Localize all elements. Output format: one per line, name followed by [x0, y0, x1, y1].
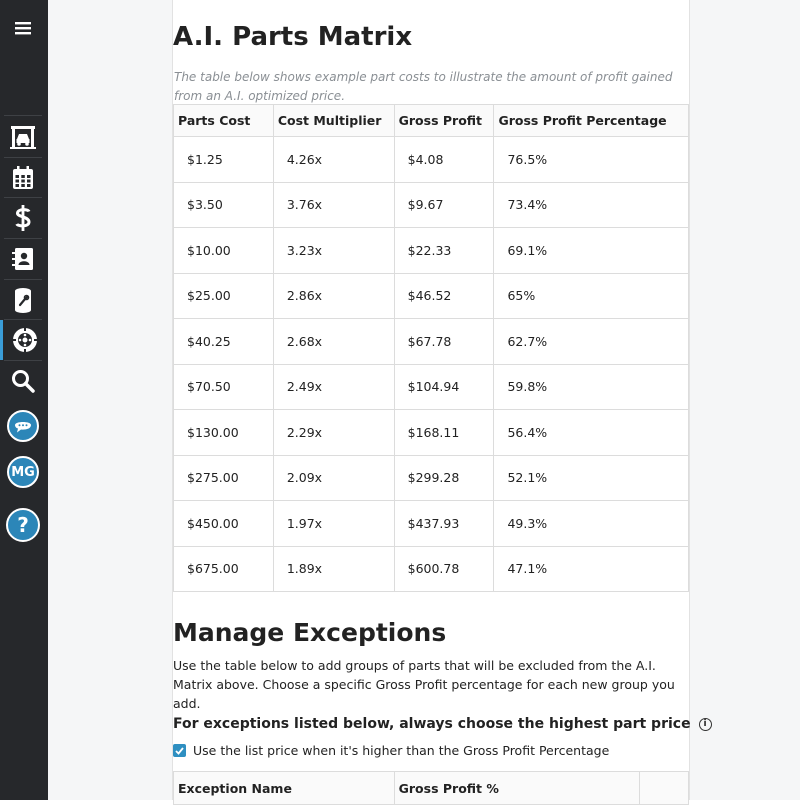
sidebar-item-pricing[interactable]	[0, 198, 46, 238]
info-circle-icon[interactable]: i	[699, 718, 712, 731]
parts-cost-cell: $1.25	[174, 137, 274, 183]
calendar-icon	[12, 166, 34, 190]
contact-book-icon	[12, 247, 34, 271]
exceptions-subheading	[173, 716, 712, 732]
table-row	[174, 182, 689, 228]
column-header: Cost Multiplier	[273, 105, 394, 137]
gross-profit-cell: $104.94	[394, 364, 494, 410]
sidebar-item-lift[interactable]	[0, 117, 46, 157]
table-row	[174, 455, 689, 501]
parts-cost-cell: $3.50	[174, 182, 274, 228]
column-header: Exception Name	[174, 772, 395, 805]
gross-profit-percentage-cell: 73.4%	[494, 182, 689, 228]
table-row	[174, 137, 689, 183]
gross-profit-percentage-cell: 65%	[494, 273, 689, 319]
gross-profit-percentage-cell: 62.7%	[494, 319, 689, 365]
cost-multiplier-cell: 4.26x	[273, 137, 394, 183]
table-row	[174, 364, 689, 410]
sidebar-item-contacts[interactable]	[0, 239, 46, 279]
gross-profit-cell: $437.93	[394, 501, 494, 547]
sidebar-item-calendar[interactable]	[0, 158, 46, 198]
table-row	[174, 410, 689, 456]
gross-profit-cell: $4.08	[394, 137, 494, 183]
parts-cost-cell: $70.50	[174, 364, 274, 410]
gross-profit-cell: $67.78	[394, 319, 494, 365]
parts-cost-cell: $10.00	[174, 228, 274, 274]
sidebar-item-search[interactable]	[0, 361, 46, 401]
tire-wheel-icon	[12, 327, 38, 353]
sidebar-item-parts[interactable]	[0, 280, 46, 320]
list-price-checkbox-label[interactable]: Use the list price when it's higher than the Gross Profit Percentage	[193, 743, 610, 758]
parts-matrix-table	[173, 104, 689, 592]
gross-profit-cell: $600.78	[394, 546, 494, 592]
exceptions-subheading-text: For exceptions listed below, always choose the highest part price	[173, 716, 691, 732]
dollar-icon	[15, 205, 31, 231]
list-price-option	[173, 743, 609, 758]
cost-multiplier-cell: 1.97x	[273, 501, 394, 547]
oil-can-wrench-icon	[13, 287, 33, 313]
gross-profit-cell: $22.33	[394, 228, 494, 274]
avatar: MG	[7, 456, 39, 488]
gross-profit-percentage-cell: 76.5%	[494, 137, 689, 183]
cost-multiplier-cell: 2.49x	[273, 364, 394, 410]
table-header-row	[174, 105, 689, 137]
table-row	[174, 546, 689, 592]
user-avatar-button[interactable]	[0, 451, 46, 493]
gross-profit-percentage-cell: 47.1%	[494, 546, 689, 592]
parts-cost-cell: $275.00	[174, 455, 274, 501]
page-margin-right	[690, 0, 800, 800]
gross-profit-cell: $9.67	[394, 182, 494, 228]
parts-cost-cell: $450.00	[174, 501, 274, 547]
sidebar	[0, 0, 48, 800]
column-header: Parts Cost	[174, 105, 274, 137]
exceptions-title: Manage Exceptions	[173, 618, 447, 647]
sidebar-item-matrix[interactable]	[0, 320, 46, 360]
car-lift-icon	[10, 125, 36, 149]
checkmark-icon	[175, 747, 184, 755]
gross-profit-percentage-cell: 56.4%	[494, 410, 689, 456]
help-question-icon: ?	[6, 508, 40, 542]
gross-profit-cell: $168.11	[394, 410, 494, 456]
table-row	[174, 319, 689, 365]
parts-cost-cell: $25.00	[174, 273, 274, 319]
column-header: Gross Profit	[394, 105, 494, 137]
gross-profit-percentage-cell: 49.3%	[494, 501, 689, 547]
cost-multiplier-cell: 2.86x	[273, 273, 394, 319]
chat-button[interactable]	[0, 405, 46, 447]
help-button[interactable]	[0, 504, 46, 546]
table-row	[174, 228, 689, 274]
gross-profit-percentage-cell: 69.1%	[494, 228, 689, 274]
menu-button[interactable]	[0, 8, 46, 48]
cost-multiplier-cell: 1.89x	[273, 546, 394, 592]
parts-cost-cell: $130.00	[174, 410, 274, 456]
search-icon	[11, 369, 35, 393]
gross-profit-percentage-cell: 59.8%	[494, 364, 689, 410]
page-margin-left	[48, 0, 172, 800]
hamburger-menu-icon	[15, 21, 31, 35]
parts-cost-cell: $40.25	[174, 319, 274, 365]
gross-profit-cell: $299.28	[394, 455, 494, 501]
page-title: A.I. Parts Matrix	[173, 22, 413, 52]
exceptions-description: Use the table below to add groups of parts that will be excluded from the A.I. Matrix above. Choose a specific Gross Profit percentage for each new group you add.	[173, 658, 675, 711]
table-row	[174, 273, 689, 319]
column-header: Gross Profit Percentage	[494, 105, 689, 137]
cost-multiplier-cell: 3.23x	[273, 228, 394, 274]
cost-multiplier-cell: 3.76x	[273, 182, 394, 228]
matrix-description: The table below shows example part costs to illustrate the amount of profit gained from an A.I. optimized price.	[174, 70, 673, 103]
column-header: Gross Profit %	[394, 772, 639, 805]
gross-profit-percentage-cell: 52.1%	[494, 455, 689, 501]
list-price-checkbox[interactable]	[173, 744, 186, 757]
chat-bubble-icon	[7, 410, 39, 442]
sidebar-divider	[4, 115, 42, 116]
cost-multiplier-cell: 2.29x	[273, 410, 394, 456]
table-row	[174, 501, 689, 547]
parts-cost-cell: $675.00	[174, 546, 274, 592]
cost-multiplier-cell: 2.09x	[273, 455, 394, 501]
gross-profit-cell: $46.52	[394, 273, 494, 319]
cost-multiplier-cell: 2.68x	[273, 319, 394, 365]
